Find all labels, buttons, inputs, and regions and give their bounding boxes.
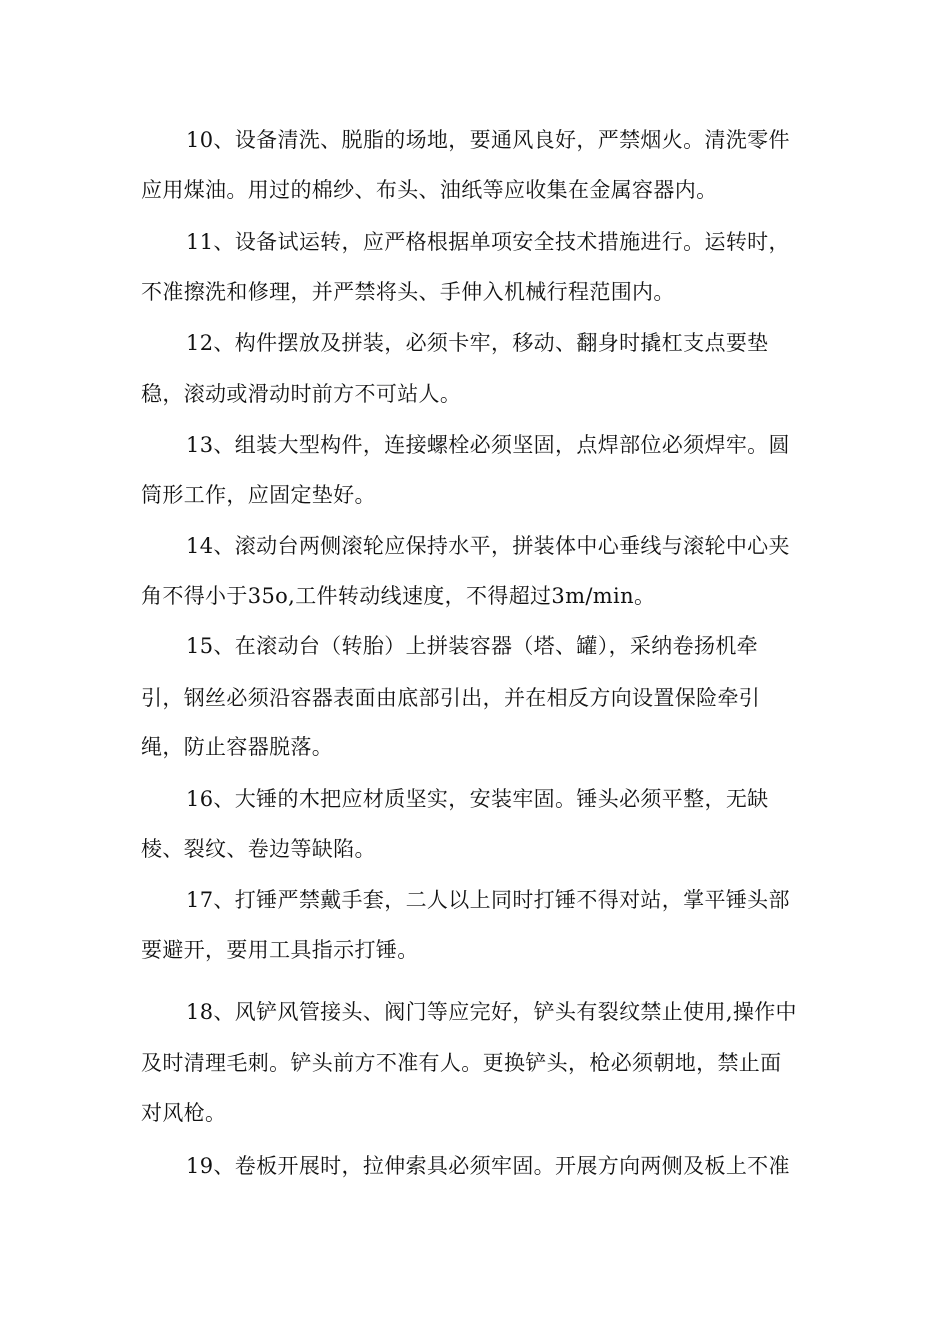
text-line: 16、大锤的木把应材质坚实，安装牢固。锤头必须平整，无缺	[186, 787, 769, 811]
text-line: 角不得小于35o,工件转动线速度，不得超过3m/min。	[141, 584, 656, 608]
text-line: 15、在滚动台（转胎）上拼装容器（塔、罐），采纳卷扬机牵	[186, 634, 759, 658]
text-line: 棱、裂纹、卷边等缺陷。	[141, 837, 376, 861]
text-line: 引，钢丝必须沿容器表面由底部引出，并在相反方向设置保险牵引	[141, 686, 761, 710]
text-line: 及时清理毛刺。铲头前方不准有人。更换铲头，枪必须朝地，禁止面	[141, 1051, 782, 1075]
text-line: 19、卷板开展时，拉伸索具必须牢固。开展方向两侧及板上不准	[186, 1154, 790, 1178]
text-line: 应用煤油。用过的棉纱、布头、油纸等应收集在金属容器内。	[141, 178, 718, 202]
text-line: 11、设备试运转，应严格根据单项安全技术措施进行。运转时，	[186, 230, 790, 254]
text-line: 12、构件摆放及拼装，必须卡牢，移动、翻身时撬杠支点要垫	[186, 331, 769, 355]
text-line: 绳，防止容器脱落。	[141, 735, 334, 759]
text-line: 要避开，要用工具指示打锤。	[141, 938, 419, 962]
text-line: 筒形工作，应固定垫好。	[141, 483, 376, 507]
text-line: 稳，滚动或滑动时前方不可站人。	[141, 382, 462, 406]
text-line: 不准擦洗和修理，并严禁将头、手伸入机械行程范围内。	[141, 280, 675, 304]
text-line: 对风枪。	[141, 1101, 227, 1125]
text-line: 10、设备清洗、脱脂的场地，要通风良好，严禁烟火。清洗零件	[186, 128, 790, 152]
text-line: 17、打锤严禁戴手套，二人以上同时打锤不得对站，掌平锤头部	[186, 888, 790, 912]
text-line: 14、滚动台两侧滚轮应保持水平，拼装体中心垂线与滚轮中心夹	[186, 534, 790, 558]
text-line: 18、风铲风管接头、阀门等应完好，铲头有裂纹禁止使用,操作中	[186, 1000, 797, 1024]
text-line: 13、组装大型构件，连接螺栓必须坚固，点焊部位必须焊牢。圆	[186, 433, 790, 457]
